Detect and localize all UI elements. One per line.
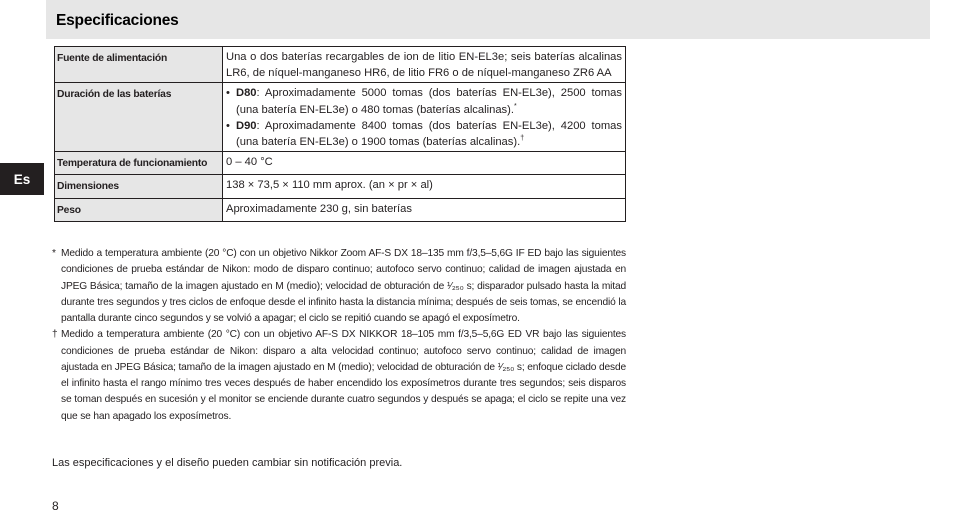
spec-label-battery-life: Duración de las baterías (55, 83, 223, 152)
footnote-mark: † (52, 329, 58, 341)
page-title: Especificaciones (56, 12, 179, 29)
table-row (55, 198, 626, 221)
list-item (226, 118, 622, 150)
spec-value-temperature: 0 – 40 °C (223, 152, 626, 175)
table-row (55, 83, 626, 152)
specs-table (54, 46, 626, 222)
footnotes (52, 246, 626, 425)
spec-label-weight: Peso (55, 198, 223, 221)
footnote (52, 327, 626, 425)
spec-label-temperature: Temperatura de funcionamiento (55, 152, 223, 175)
disclaimer: Las especificaciones y el diseño pueden cambiar sin notificación previa. (52, 457, 403, 469)
spec-value-dimensions: 138 × 73,5 × 110 mm aprox. (an × pr × al) (223, 175, 626, 198)
footnote (52, 246, 626, 327)
footnote-mark: * (52, 248, 56, 259)
list-item (226, 85, 622, 117)
footnote-text: Medido a temperatura ambiente (20 °C) con un objetivo AF-S DX NIKKOR 18–105 mm f/3,5–5,6G ED VR bajo las siguientes condiciones de prueba estándar de Nikon: disparo a alta velocidad continuo; autofoco servo continuo; calidad de imagen ajustada en JPEG Básica; tamaño de la imagen ajustado en M (medio); velocidad de obturación de ¹⁄₂₅₀ s; enfoque ciclado desde el infinito hasta el rango mínimo tres veces después de haber encendido los exposímetros durante tres segundos; seis disparos se toman después en sucesión y el monitor se enciende durante cuatro segundos y después se apaga; el ciclo se repite una vez que se han apagado los exposímetros. (61, 329, 626, 422)
footnote-text: Medido a temperatura ambiente (20 °C) con un objetivo Nikkor Zoom AF-S DX 18–135 mm f/3,5–5,6G IF ED bajo las siguientes condiciones de prueba estándar de Nikon: modo de disparo continuo; autofoco servo continuo; calidad de imagen ajustada en JPEG Básica; tamaño de la imagen ajustado en M (medio); velocidad de obturación de ¹⁄₂₅₀ s; disparador pulsado hasta la mitad durante tres segundos y tres ciclos de enfoque desde el infinito hasta la distancia mínima; después de seis tomas, se encendió la pantalla durante cinco segundos y se volvió a apagar; el ciclo se repitió cuando se apagó el exposímetro. (61, 248, 626, 324)
table-row (55, 47, 626, 83)
header-bar (46, 0, 930, 39)
footnote-mark: † (520, 135, 525, 143)
page-number: 8 (52, 499, 59, 513)
spec-value-power: Una o dos baterías recargables de ion de litio EN-EL3e; seis baterías alcalinas LR6, de níquel-manganeso HR6, de litio FR6 o de níquel-manganeso ZR6 AA (223, 47, 626, 83)
footnote-mark: * (513, 102, 517, 110)
battery-life-text: : Aproximadamente 8400 tomas (dos baterías EN-EL3e), 4200 tomas (una batería EN-EL3e) o 1900 tomas (baterías alcalinas). (236, 119, 622, 149)
language-tab: Es (0, 163, 44, 195)
spec-label-dimensions: Dimensiones (55, 175, 223, 198)
table-row (55, 152, 626, 175)
spec-label-power: Fuente de alimentación (55, 47, 223, 83)
model-name: D80 (236, 87, 257, 100)
battery-life-text: : Aproximadamente 5000 tomas (dos baterías EN-EL3e), 2500 tomas (una batería EN-EL3e) o 480 tomas (baterías alcalinas). (236, 87, 622, 116)
table-row (55, 175, 626, 198)
model-name: D90 (236, 119, 257, 132)
battery-life-list (226, 85, 622, 150)
spec-value-weight: Aproximadamente 230 g, sin baterías (223, 198, 626, 221)
spec-value-battery-life (223, 83, 626, 152)
